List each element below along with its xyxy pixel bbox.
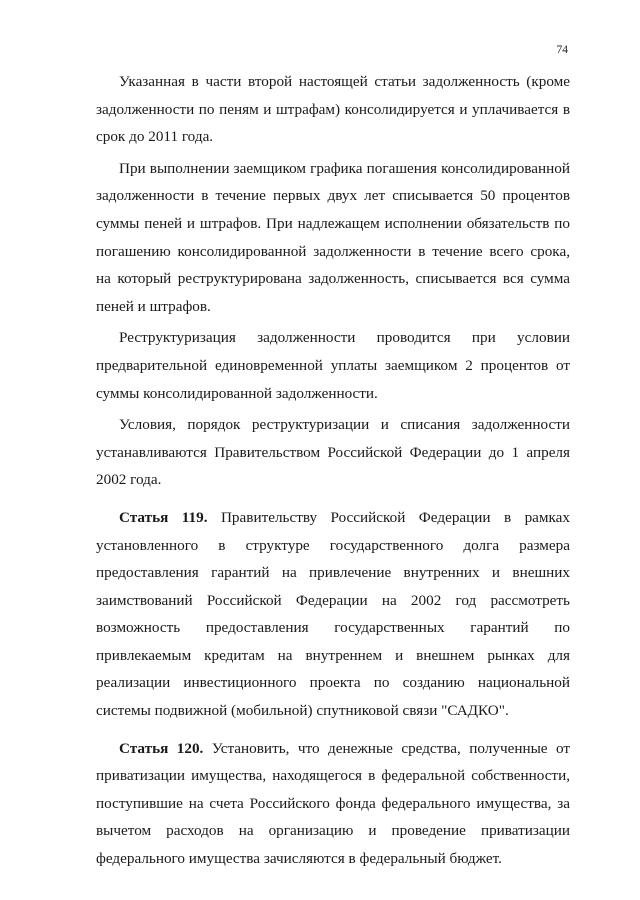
article-120-heading: Статья 120. bbox=[119, 739, 204, 757]
paragraph-consolidation-deadline: Указанная в части второй настоящей статьи задолженность (кроме задолженности по пеням и штрафам) консолидируется и уплачивается в срок до 2011 года. bbox=[96, 73, 570, 146]
document-body bbox=[96, 68, 570, 873]
article-120-text: Установить, что денежные средства, полученные от приватизации имущества, находящегося в федеральной собственности, поступившие на счета Российского фонда федерального имущества, за вычетом расходов на организацию и проведение приватизации федерального имущества зачисляются в федеральный бюджет. bbox=[96, 739, 571, 868]
page-number: 74 bbox=[556, 44, 568, 56]
paragraph-restructuring-condition: Реструктуризация задолженности проводится при условии предварительной единовременной уплаты заемщиком 2 процентов от суммы консолидированной задолженности. bbox=[96, 329, 570, 402]
paragraph-penalties-writeoff: При выполнении заемщиком графика погашения консолидированной задолженности в течение первых двух лет списывается 50 процентов суммы пеней и штрафов. При надлежащем исполнении обязательств по погашению консолидированной задолженности в течение всего срока, на который реструктурирована задолженность, списывается вся сумма пеней и штрафов. bbox=[96, 159, 570, 315]
article-119-heading: Статья 119. bbox=[119, 508, 208, 526]
article-119 bbox=[96, 504, 570, 725]
article-120 bbox=[96, 735, 570, 873]
paragraph-restructuring-procedure: Условия, порядок реструктуризации и списания задолженности устанавливаются Правительством Российской Федерации до 1 апреля 2002 года. bbox=[96, 416, 570, 489]
article-119-text: Правительству Российской Федерации в рамках установленного в структуре государственного долга размера предоставления гарантий на привлечение внутренних и внешних заимствований Российской Федерации на 2002 год рассмотреть возможность предоставления государственных гарантий по привлекаемым кредитам на внутреннем и внешнем рынках для реализации инвестиционного проекта по созданию национальной системы подвижной (мобильной) спутниковой связи "САДКО". bbox=[96, 508, 571, 720]
